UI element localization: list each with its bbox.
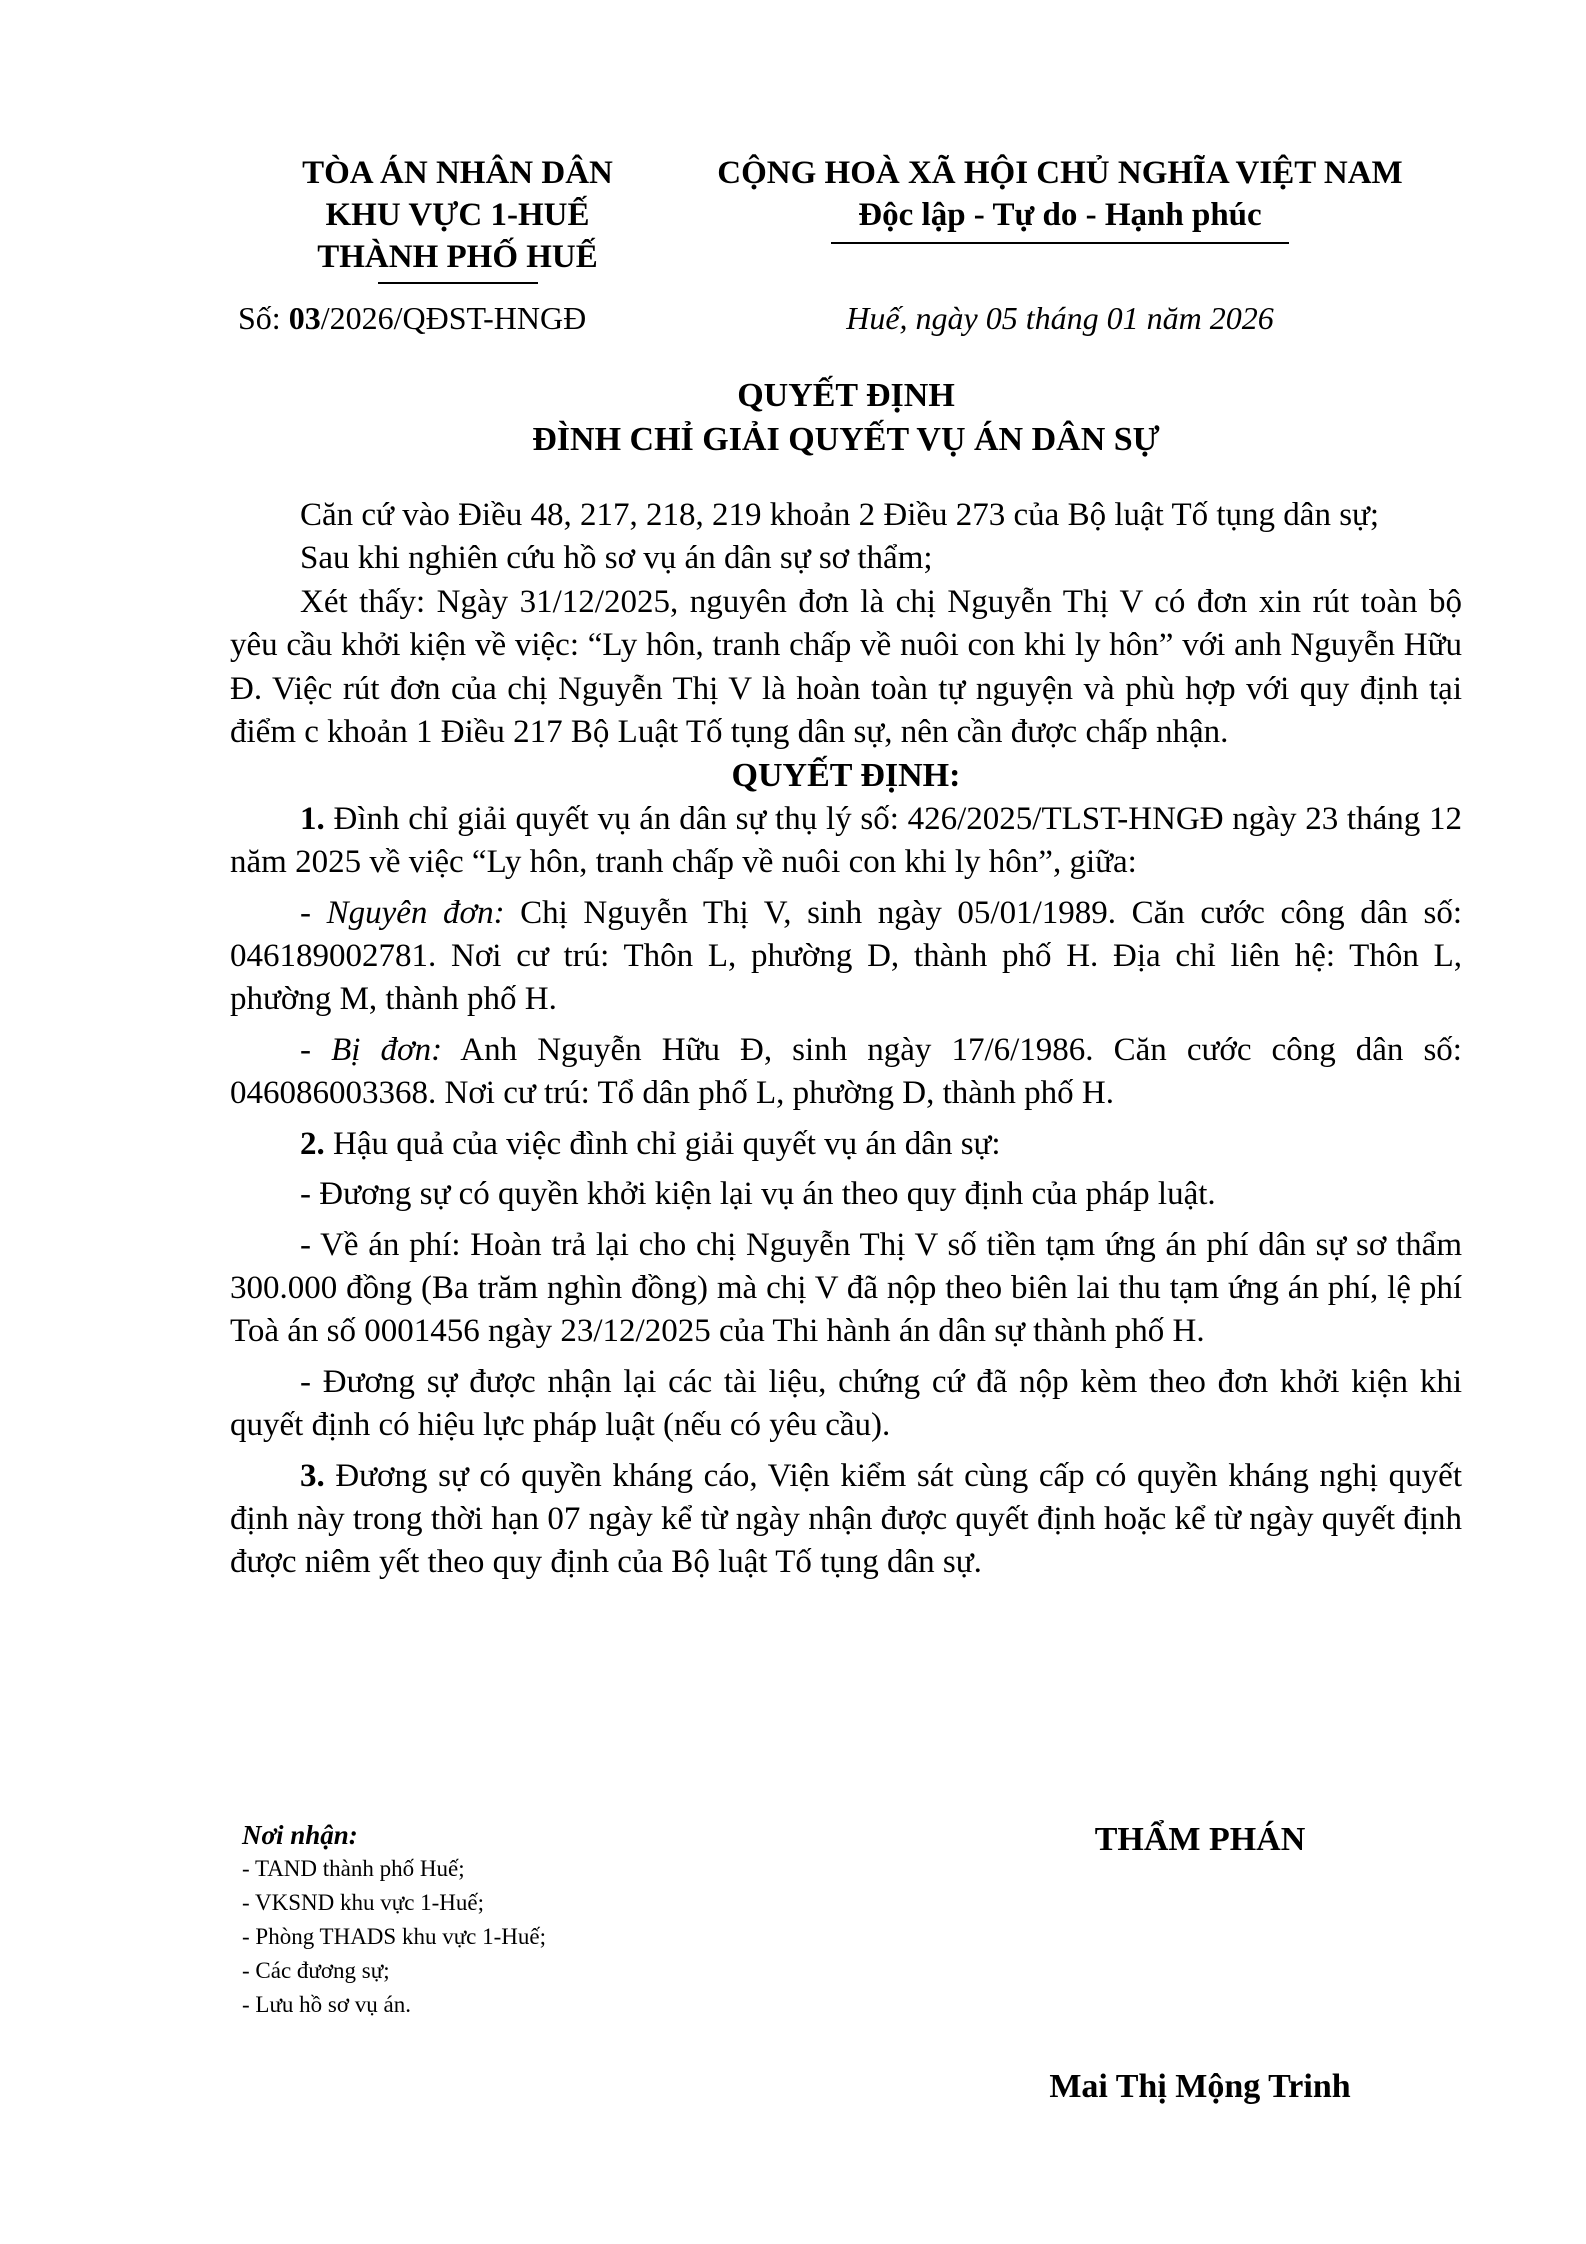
recipient-item: - Lưu hồ sơ vụ án. <box>242 1992 411 2017</box>
item-1-text: Đình chỉ giải quyết vụ án dân sự thụ lý số: 426/2025/TLST-HNGĐ ngày 23 tháng 12 năm 2025 về việc “Ly hôn, tranh chấp về nuôi con khi ly hôn”, giữa: <box>230 800 1462 881</box>
item-1-number: 1. <box>300 800 325 837</box>
national-motto: Độc lập - Tự do - Hạnh phúc <box>858 197 1262 233</box>
plaintiff-paragraph <box>230 892 1462 1022</box>
nation-name: CỘNG HOÀ XÃ HỘI CHỦ NGHĨA VIỆT NAM <box>717 155 1403 191</box>
defendant-text: Anh Nguyễn Hữu Đ, sinh ngày 17/6/1986. Căn cước công dân số: 046086003368. Nơi cư trú: Tổ dân phố L, phường D, thành phố H. <box>230 1031 1462 1112</box>
consequence-documents: - Đương sự được nhận lại các tài liệu, chứng cứ đã nộp kèm theo đơn khởi kiện khi quyết định có hiệu lực pháp luật (nếu có yêu cầu). <box>230 1363 1462 1444</box>
doc-number-suffix: /2026/QĐST-HNGĐ <box>320 300 587 336</box>
plaintiff-label: Nguyên đơn: <box>326 894 505 931</box>
defendant-paragraph <box>230 1029 1462 1116</box>
signer-title: THẨM PHÁN <box>1094 1821 1306 1858</box>
decision-item-3 <box>230 1455 1462 1585</box>
title-line1: QUYẾT ĐỊNH <box>737 377 955 414</box>
court-name-line1: TÒA ÁN NHÂN DÂN <box>302 155 613 191</box>
decision-item-1 <box>230 798 1462 885</box>
item-2-number: 2. <box>300 1125 325 1162</box>
document-body <box>230 494 1462 1585</box>
legal-basis-paragraph: Căn cứ vào Điều 48, 217, 218, 219 khoản 2 Điều 273 của Bộ luật Tố tụng dân sự; <box>300 497 1380 533</box>
document-title <box>230 374 1462 462</box>
recipient-item: - Các đương sự; <box>242 1958 390 1983</box>
consequence-refile: - Đương sự có quyền khởi kiện lại vụ án theo quy định của pháp luật. <box>300 1176 1216 1213</box>
court-name-line2: KHU VỰC 1-HUẾ <box>325 197 590 233</box>
recipient-item: - Phòng THADS khu vực 1-Huế; <box>242 1924 546 1949</box>
court-name-line3: THÀNH PHỐ HUẾ <box>317 239 598 275</box>
recipient-item: - TAND thành phố Huế; <box>242 1856 465 1881</box>
doc-number-value: 03 <box>288 300 321 336</box>
consequence-court-fee: - Về án phí: Hoàn trả lại cho chị Nguyễn Thị V số tiền tạm ứng án phí dân sự sơ thẩm 300.000 đồng (Ba trăm nghìn đồng) mà chị V đã nộp theo biên lai thu tạm ứng án phí, lệ phí Toà án số 0001456 ngày 23/12/2025 của Thi hành án dân sự thành phố H. <box>230 1226 1462 1350</box>
motto-underline <box>831 242 1289 244</box>
finding-paragraph: Xét thấy: Ngày 31/12/2025, nguyên đơn là chị Nguyễn Thị V có đơn xin rút toàn bộ yêu cầu khởi kiện về việc: “Ly hôn, tranh chấp về nuôi con khi ly hôn” với anh Nguyễn Hữu Đ. Việc rút đơn của chị Nguyễn Thị V là hoàn toàn tự nguyện và phù hợp với quy định tại điểm c khoản 1 Điều 217 Bộ Luật Tố tụng dân sự, nên cần được chấp nhận. <box>230 583 1462 751</box>
item-2-text: Hậu quả của việc đình chỉ giải quyết vụ án dân sự: <box>324 1125 1001 1162</box>
place-and-date: Huế, ngày 05 tháng 01 năm 2026 <box>846 300 1274 336</box>
document-number <box>230 298 693 338</box>
recipient-item: - VKSND khu vực 1-Huế; <box>242 1890 485 1915</box>
court-header-underline <box>378 282 538 284</box>
national-header <box>680 152 1440 244</box>
court-header <box>230 152 685 284</box>
title-line2: ĐÌNH CHỈ GIẢI QUYẾT VỤ ÁN DÂN SỰ <box>532 421 1160 458</box>
decision-item-2 <box>230 1123 1462 1166</box>
signer-name: Mai Thị Mộng Trinh <box>1049 2068 1351 2105</box>
item-3-text: Đương sự có quyền kháng cáo, Viện kiểm sát cùng cấp có quyền kháng nghị quyết định này trong thời hạn 07 ngày kể từ ngày nhận được quyết định hoặc kể từ ngày quyết định được niêm yết theo quy định của Bộ luật Tố tụng dân sự. <box>230 1457 1462 1581</box>
decision-heading: QUYẾT ĐỊNH: <box>731 757 961 795</box>
study-paragraph: Sau khi nghiên cứu hồ sơ vụ án dân sự sơ thẩm; <box>300 540 933 577</box>
recipients-block <box>242 1818 742 2022</box>
plaintiff-text: Chị Nguyễn Thị V, sinh ngày 05/01/1989. Căn cước công dân số: 046189002781. Nơi cư trú: Thôn L, phường D, thành phố H. Địa chỉ liên hệ: Thôn L, phường M, thành phố H. <box>230 894 1462 1018</box>
plaintiff-dash: - <box>300 894 327 931</box>
recipients-label: Nơi nhận: <box>242 1820 358 1850</box>
item-3-number: 3. <box>300 1457 325 1494</box>
doc-number-prefix: Số: <box>238 300 289 336</box>
defendant-dash: - <box>300 1031 332 1068</box>
defendant-label: Bị đơn: <box>331 1031 443 1068</box>
